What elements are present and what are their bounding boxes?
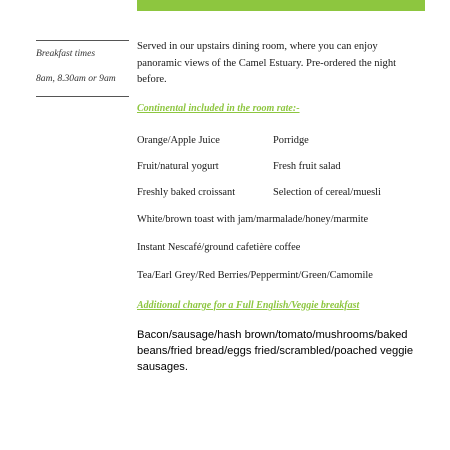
continental-heading: Continental included in the room rate:- (137, 103, 300, 114)
menu-item: Selection of cereal/muesli (273, 187, 381, 198)
intro-paragraph: Served in our upstairs dining room, where you can enjoy panoramic views of the Camel Estuary. Pre-ordered the night before. (137, 41, 397, 86)
menu-item: Tea/Earl Grey/Red Berries/Peppermint/Green/Camomile (137, 270, 373, 281)
breakfast-times-value: 8am, 8.30am or 9am (36, 73, 116, 84)
menu-item: Fresh fruit salad (273, 161, 341, 172)
menu-item: Instant Nescafé/ground cafetière coffee (137, 242, 301, 253)
menu-item: Porridge (273, 135, 309, 146)
sidebar-bottom-divider (36, 96, 129, 97)
menu-item: Orange/Apple Juice (137, 135, 220, 146)
menu-item: Fruit/natural yogurt (137, 161, 219, 172)
menu-item: White/brown toast with jam/marmalade/honey/marmite (137, 214, 369, 225)
full-english-description: Bacon/sausage/hash brown/tomato/mushrooms/baked beans/fried bread/eggs fried/scrambled/poached veggie sausages. (137, 329, 414, 373)
menu-item: Freshly baked croissant (137, 187, 236, 198)
additional-charge-heading: Additional charge for a Full English/Veggie breakfast (137, 300, 360, 311)
breakfast-times-label: Breakfast times (36, 48, 96, 59)
header-accent-bar (137, 0, 425, 11)
sidebar-top-divider (36, 40, 129, 41)
